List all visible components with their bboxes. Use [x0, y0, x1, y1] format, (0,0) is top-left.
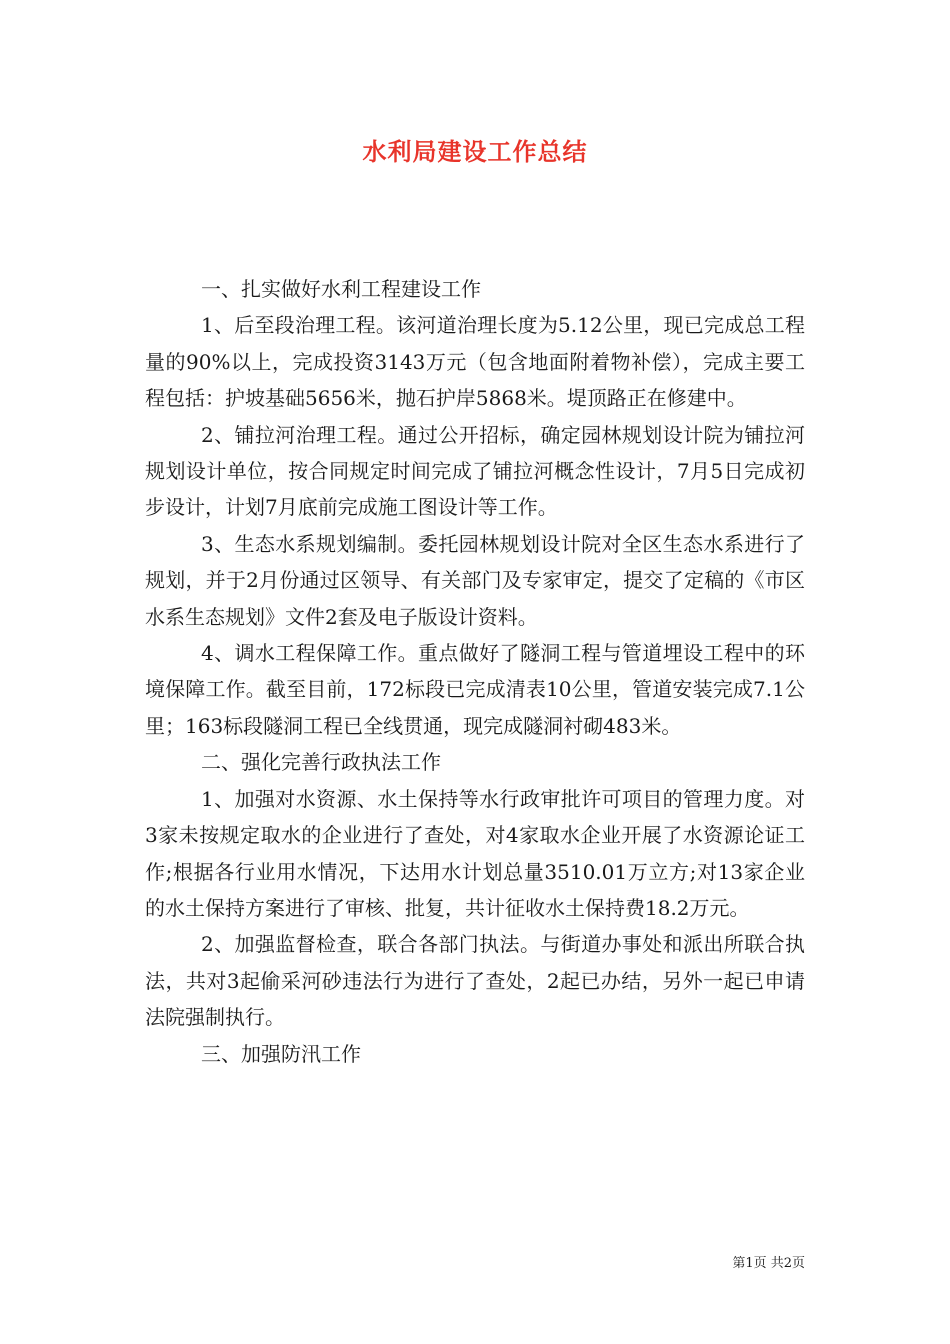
section-heading-1: 一、扎实做好水利工程建设工作	[201, 277, 481, 301]
document-title: 水利局建设工作总结	[362, 138, 588, 166]
paragraph: 2、加强监督检查，联合各部门执法。与街道办事处和派出所联合执法，共对3起偷采河砂违法行为进行了查处，2起已办结，另外一起已申请法院强制执行。	[145, 932, 805, 1030]
page-number: 第1页 共2页	[732, 1256, 805, 1271]
paragraph: 1、后至段治理工程。该河道治理长度为5.12公里，现已完成总工程量的90%以上，完成投资3143万元（包含地面附着物补偿），完成主要工程包括：护坡基础5656米，抛石护岸5868米。堤顶路正在修建中。	[145, 313, 805, 411]
paragraph: 4、调水工程保障工作。重点做好了隧洞工程与管道埋设工程中的环境保障工作。截至目前，172标段已完成清表10公里，管道安装完成7.1公里；163标段隧洞工程已全线贯通，现完成隧洞衬砌483米。	[145, 641, 805, 738]
paragraph: 2、铺拉河治理工程。通过公开招标，确定园林规划设计院为铺拉河规划设计单位，按合同规定时间完成了铺拉河概念性设计，7月5日完成初步设计，计划7月底前完成施工图设计等工作。	[145, 422, 805, 520]
section-heading-2: 二、强化完善行政执法工作	[201, 750, 441, 775]
paragraph: 1、加强对水资源、水土保持等水行政审批许可项目的管理力度。对3家未按规定取水的企业进行了查处，对4家取水企业开展了水资源论证工作;根据各行业用水情况，下达用水计划总量3510.01万立方;对13家企业的水土保持方案进行了审核、批复，共计征收水土保持费18.2万元。	[145, 786, 805, 920]
paragraph: 3、生态水系规划编制。委托园林规划设计院对全区生态水系进行了规划，并于2月份通过区领导、有关部门及专家审定，提交了定稿的《市区水系生态规划》文件2套及电子版设计资料。	[145, 531, 805, 629]
document-body	[145, 271, 805, 1072]
section-heading-3: 三、加强防汛工作	[201, 1041, 361, 1066]
